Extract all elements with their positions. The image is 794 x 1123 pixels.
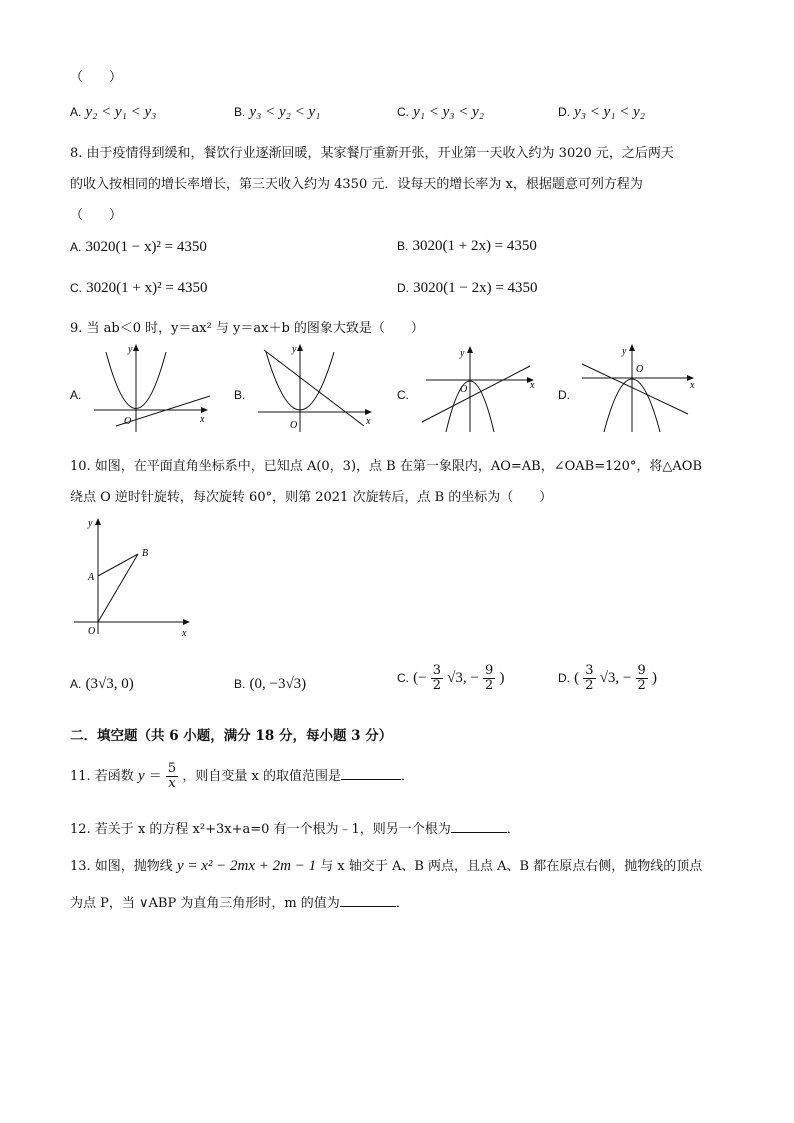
q10-stem-line2: 绕点 O 逆时针旋转，每次旋转 60°，则第 2021 次旋转后，点 B 的坐标为（ ） — [70, 490, 553, 505]
q8-stem-line2: 的收入按相同的增长率增长，第三天收入约为 4350 元．设每天的增长率为 x，根据题意可列方程为 — [70, 177, 643, 192]
svg-text:x: x — [366, 416, 371, 427]
q12-stem: 12. 若关于 x 的方程 x²+3x+a=0 有一个根为﹣1，则另一个根为 ． — [70, 822, 520, 837]
svg-text:O: O — [460, 384, 468, 395]
q11-stem: 11. 若函数 y ＝ $\frac{5}{x}$ ，则自变量 x 的取值范围是 ． — [70, 761, 414, 791]
q10-option-a[interactable]: A. (3√3, 0) — [70, 676, 134, 692]
svg-text:O: O — [124, 416, 132, 427]
q9-graph-d — [578, 340, 706, 435]
q8-option-c[interactable]: C. 3020(1 + x)² = 4350 — [70, 280, 208, 296]
q7-option-d[interactable]: D. y₃ < y₁ < y₂ — [558, 104, 646, 120]
svg-text:x: x — [182, 628, 187, 639]
q12-answer-blank[interactable] — [451, 820, 507, 833]
q7-option-b[interactable]: B. y₃ < y₂ < y₁ — [234, 104, 321, 120]
q9-graph-c — [418, 340, 546, 435]
q9-option-b[interactable]: B. — [234, 388, 246, 402]
svg-text:O: O — [88, 626, 96, 637]
q10-option-b[interactable]: B. (0, −3√3) — [234, 676, 307, 692]
svg-text:A: A — [88, 572, 95, 583]
q8-stem-line1: 8. 由于疫情得到缓和，餐饮行业逐渐回暖，某家餐厅重新开张，开业第一天收入约为 3020 元，之后两天 — [70, 146, 674, 161]
svg-text:y: y — [88, 518, 93, 529]
svg-text:y: y — [622, 346, 627, 357]
q13-stem-line1: 13. 如图，抛物线 y = x² − 2mx + 2m − 1 与 x 轴交于 A、B 两点，且点 A、B 都在原点右侧，抛物线的顶点 — [70, 858, 703, 874]
q9-graph-b — [252, 340, 380, 435]
q8-option-b[interactable]: B. 3020(1 + 2x) = 4350 — [397, 238, 537, 254]
q10-option-c[interactable]: C. (− $\frac{3}{2}$ √3, − $\frac{9}{2}$ ) — [397, 663, 505, 693]
svg-text:x: x — [690, 380, 695, 391]
q7-option-c[interactable]: C. y₁ < y₃ < y₂ — [397, 104, 485, 120]
q7-answer-paren: （ ） — [70, 70, 123, 85]
svg-text:O: O — [290, 420, 298, 431]
svg-text:y: y — [292, 344, 297, 355]
q9-graph-a — [88, 340, 216, 435]
svg-text:x: x — [200, 414, 205, 425]
q9-option-d[interactable]: D. — [558, 388, 570, 402]
q8-option-a[interactable]: A. 3020(1 − x)² = 4350 — [70, 239, 207, 255]
q9-option-a[interactable]: A. — [70, 388, 82, 402]
q9-option-c[interactable]: C. — [397, 388, 409, 402]
q10-stem-line1: 10. 如图，在平面直角坐标系中，已知点 A(0，3)，点 B 在第一象限内，AO=AB，∠OAB=120°，将△AOB — [70, 459, 703, 474]
q10-figure — [70, 512, 200, 642]
q13-stem-line2: 为点 P，当 ∨ABP 为直角三角形时，m 的值为 ． — [70, 896, 409, 911]
q8-option-d[interactable]: D. 3020(1 − 2x) = 4350 — [397, 280, 538, 296]
q10-option-d[interactable]: D. ( $\frac{3}{2}$ √3, − $\frac{9}{2}$ ) — [558, 663, 657, 693]
svg-text:y: y — [460, 348, 465, 359]
svg-text:x: x — [530, 380, 535, 391]
q13-answer-blank[interactable] — [340, 894, 396, 907]
svg-text:B: B — [142, 548, 149, 559]
q8-answer-paren: （ ） — [70, 208, 123, 223]
q11-answer-blank[interactable] — [341, 767, 401, 780]
svg-text:y: y — [128, 344, 133, 355]
q7-option-a[interactable]: A. y₂ < y₁ < y₃ — [70, 104, 157, 120]
section-2-title: 二．填空题（共 6 小题，满分 18 分，每小题 3 分） — [70, 728, 393, 744]
svg-text:O: O — [636, 364, 644, 375]
q9-stem: 9. 当 ab＜0 时，y＝ax² 与 y＝ax＋b 的图象大致是（ ） — [70, 321, 424, 336]
